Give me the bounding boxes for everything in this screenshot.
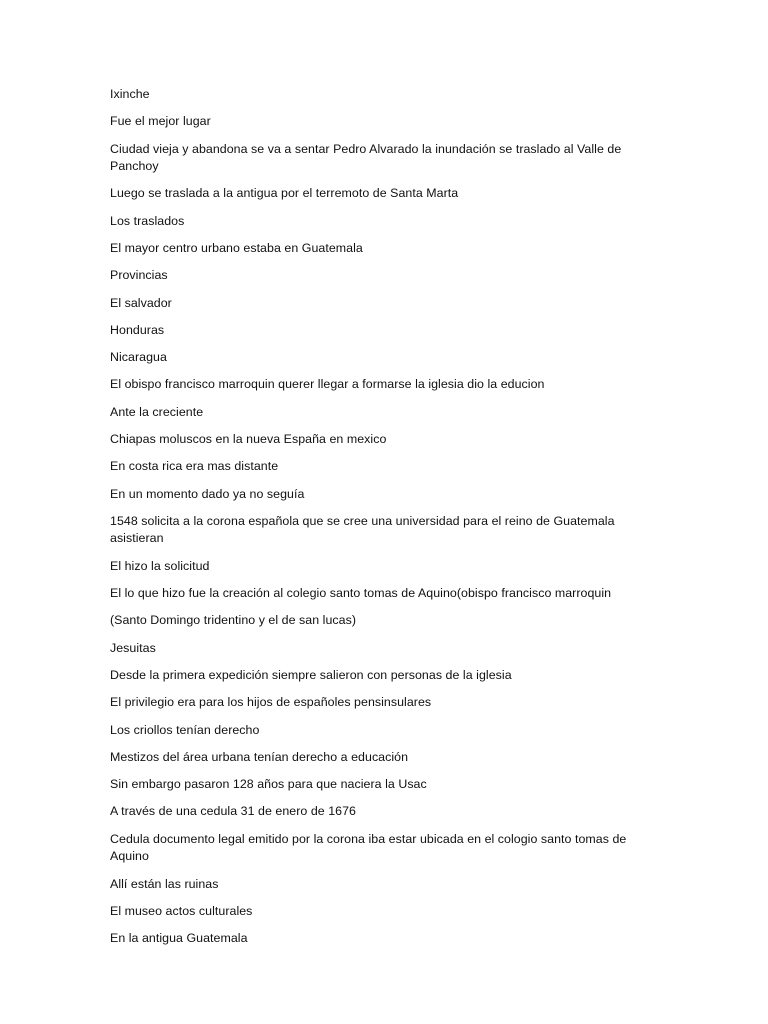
paragraph: Jesuitas <box>110 640 156 655</box>
paragraph: Los traslados <box>110 213 185 228</box>
paragraph: Honduras <box>110 322 165 337</box>
paragraph: Ciudad vieja y abandona se va a sentar Pedro Alvarado la inundación se traslado al Valle de Panchoy <box>110 141 622 174</box>
paragraph: Desde la primera expedición siempre salieron con personas de la iglesia <box>110 667 512 682</box>
paragraph: El hizo la solicitud <box>110 558 210 573</box>
paragraph: Fue el mejor lugar <box>110 114 211 129</box>
paragraph: El museo actos culturales <box>110 903 253 918</box>
paragraph: 1548 solicita a la corona española que se cree una universidad para el reino de Guatemala asistieran <box>110 513 615 546</box>
paragraph: El salvador <box>110 295 172 310</box>
paragraph: Chiapas moluscos en la nueva España en mexico <box>110 432 387 447</box>
paragraph: Ante la creciente <box>110 404 204 419</box>
paragraph: El obispo francisco marroquin querer llegar a formarse la iglesia dio la educion <box>110 377 545 392</box>
document-body <box>110 86 650 957</box>
paragraph: El lo que hizo fue la creación al colegio santo tomas de Aquino(obispo francisco marroquin <box>110 586 612 601</box>
paragraph: Nicaragua <box>110 350 167 365</box>
paragraph: Los criollos tenían derecho <box>110 722 260 737</box>
paragraph: En un momento dado ya no seguía <box>110 486 305 501</box>
paragraph: Luego se traslada a la antigua por el terremoto de Santa Marta <box>110 186 459 201</box>
paragraph: Provincias <box>110 268 168 283</box>
paragraph: Cedula documento legal emitido por la corona iba estar ubicada en el cologio santo tomas de Aquino <box>110 831 627 864</box>
paragraph: Ixinche <box>110 87 150 101</box>
paragraph: Sin embargo pasaron 128 años para que naciera la Usac <box>110 777 427 792</box>
paragraph: El mayor centro urbano estaba en Guatemala <box>110 240 363 255</box>
paragraph: En costa rica era mas distante <box>110 459 279 474</box>
paragraph: Mestizos del área urbana tenían derecho a educación <box>110 749 409 764</box>
paragraph: (Santo Domingo tridentino y el de san lucas) <box>110 613 357 628</box>
paragraph: El privilegio era para los hijos de españoles pensinsulares <box>110 695 432 710</box>
paragraph: En la antigua Guatemala <box>110 931 248 946</box>
paragraph: A través de una cedula 31 de enero de 1676 <box>110 804 356 819</box>
paragraph: Allí están las ruinas <box>110 876 219 891</box>
